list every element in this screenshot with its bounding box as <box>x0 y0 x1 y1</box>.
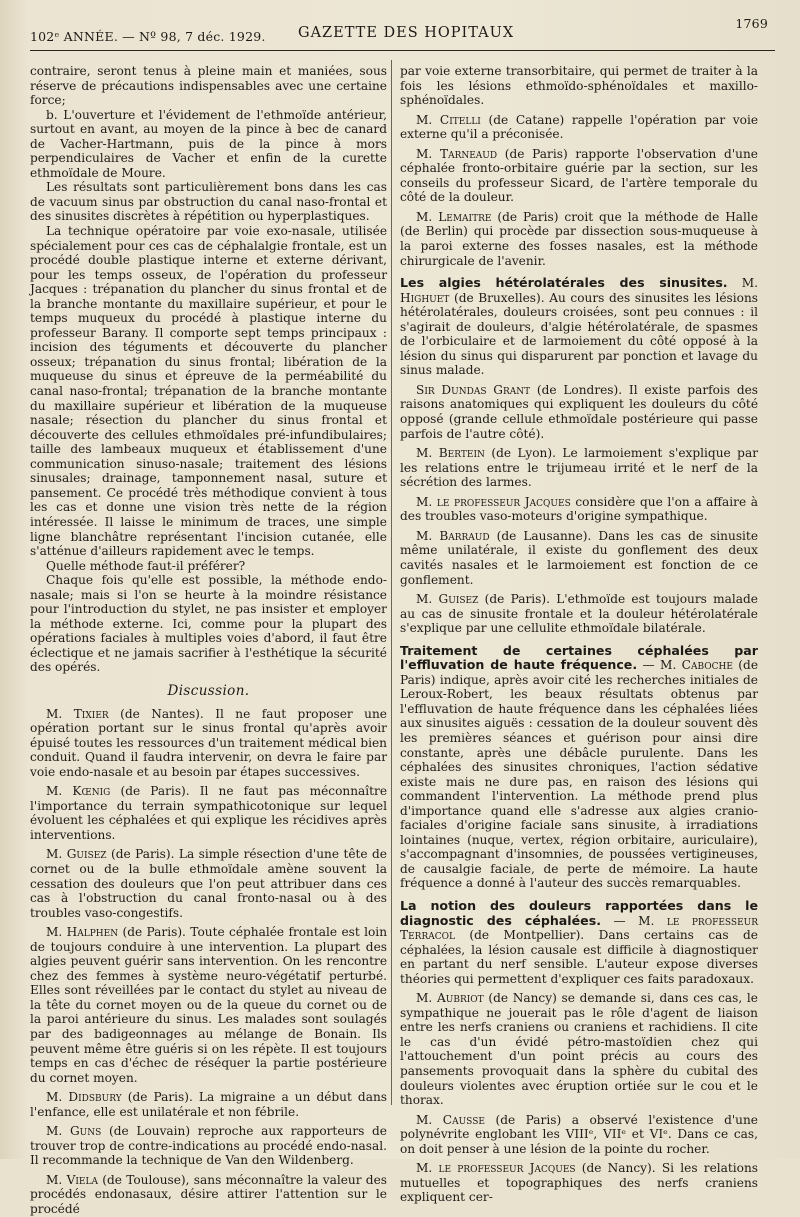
paragraph: b. L'ouverture et l'évidement de l'ethmoïde antérieur, surtout en avant, au moyen de la pince à bec de canard de Vacher-Hartmann, puis de la pince à mors perpendiculaires de Vacher et enfin de la curette ethmoïdale de Moure. <box>30 107 387 180</box>
speaker-name: M. Viela <box>46 1172 98 1187</box>
discussion-entry <box>400 210 758 268</box>
paragraph: par voie externe transorbitaire, qui permet de traiter à la fois les lésions ethmoïdo-sphénoïdales et maxillo-sphénoïdales. <box>400 64 758 108</box>
speaker-name: M. Didsbury <box>46 1090 122 1105</box>
entry-text: (de Bruxelles). Au cours des sinusites les lésions hétérolatérales, douleurs croisées, sont peu connues : il s'agirait de douleurs, d'algie hétérolatérale, de spasmes de l'orbiculaire et de larmoiement du côté opposé à la lésion du sinus qui disparurent par ponction et lavage du sinus malade. <box>400 290 758 378</box>
issue-info: 102ᵉ ANNÉE. — Nº 98, 7 déc. 1929. <box>30 29 266 44</box>
section-algies <box>400 276 758 378</box>
entry-text: (de Lausanne). Dans les cas de sinusite même unilatérale, il existe du gonflement des deux cavités nasales et le larmoiement est fonction de ce gonflement. <box>400 528 758 587</box>
entry-text: (de Paris). La migraine a un début dans l'enfance, elle est unilatérale et non fébrile. <box>30 1090 387 1119</box>
speaker-name: M. Guns <box>46 1124 102 1139</box>
discussion-entry <box>400 592 758 636</box>
section-douleurs-rapportees <box>400 899 758 986</box>
entry-text: (de Nancy). Si les relations mutuelles et topographiques des nerfs craniens expliquent cer- <box>400 1161 758 1205</box>
section-haute-frequence <box>400 644 758 891</box>
entry-text: (de Londres). Il existe parfois des raisons anatomiques qui expliquent les douleurs du côté opposé (grande cellule ethmoïdale postérieure qui passe parfois de l'autre côté). <box>400 382 759 441</box>
paragraph: Quelle méthode faut-il préférer? <box>46 558 246 573</box>
entry-text: (de Paris) croit que la méthode de Halle (de Berlin) qui procède par dissection sous-muqueuse à la paroi externe des fosses nasales, est la méthode chirurgicale de l'avenir. <box>400 209 758 268</box>
entry-text: (de Paris) rapporte l'observation d'une céphalée fronto-orbitaire guérie par la section, sur les conseils du professeur Sicard, de l'artère temporale du côté de la douleur. <box>400 146 758 205</box>
section-heading: La notion des douleurs rapportées dans le diagnostic des céphalées. <box>400 897 758 928</box>
speaker-name: — M. Caboche <box>637 658 733 673</box>
entry-text: (de Nantes). Il ne faut proposer une opération portant sur le sinus frontal qu'après avoir épuisé toutes les ressources d'un traitement médical bien conduit. Quand il faudra intervenir, on devra le faire par voie endo-nasale et au besoin par étapes successives. <box>30 706 387 779</box>
entry-text: (de Paris). Toute céphalée frontale est loin de toujours conduire à une intervention. La plupart des algies peuvent guérir sans intervention. On les rencontre chez des femmes à système neuro-végétatif perturbé. Elles sont réveillées par le contact du stylet au niveau de la tête du cornet moyen ou de la queue du cornet ou de la paroi antérieure du sinus. Les malades sont soulagés par des badigeonnages au mélange de Bonain. Ils peuvent même être guéris si on les répète. Il est toujours temps en cas d'échec de réséquer la partie postérieure du cornet moyen. <box>30 925 388 1085</box>
speaker-name: M. le professeur Jacques <box>416 494 571 509</box>
speaker-name: M. Kœnig <box>46 784 111 799</box>
entry-text: (de Catane) rappelle l'opération par voie externe qu'il a préconisée. <box>400 112 759 142</box>
column-divider <box>391 60 392 1105</box>
discussion-entry <box>30 1090 387 1119</box>
speaker-name: M. Highuet <box>400 276 758 305</box>
entry-text: (de Paris). L'ethmoïde est toujours malade au cas de sinusite frontale et la douleur hétérolatérale s'explique par une cellulite ethmoïdale bilatérale. <box>400 592 758 636</box>
discussion-entry <box>400 446 758 490</box>
section-heading: Les algies hétérolatérales des sinusites. <box>400 275 728 291</box>
discussion-heading: Discussion. <box>167 682 250 699</box>
page-header <box>30 16 770 48</box>
speaker-name: M. Halphen <box>46 925 119 940</box>
entry-text: (de Lyon). Le larmoiement s'explique par les relations entre le trijumeau irrité et le nerf de la sécrétion des larmes. <box>400 446 758 490</box>
discussion-entry <box>30 925 387 1085</box>
entry-text: (de Toulouse), sans méconnaître la valeur des procédés endonasaux, désire attirer l'attention sur le procédé <box>30 1172 387 1217</box>
entry-text: (de Paris). Il ne faut pas méconnaître l'importance du terrain sympathicotonique sur lequel évoluent les céphalées et qui explique les récidives après interventions. <box>30 784 387 842</box>
discussion-entry <box>400 113 758 142</box>
paragraph: Les résultats sont particulièrement bons dans les cas de vacuum sinus par obstruction du canal naso-frontal et des sinusites discrètes à répétition ou hyperplastiques. <box>30 180 387 224</box>
speaker-name: M. Causse <box>416 1112 485 1127</box>
speaker-name: M. Barraud <box>416 528 490 543</box>
left-column <box>30 64 387 1217</box>
discussion-entry <box>30 784 387 842</box>
entry-text: (de Nancy) se demande si, dans ces cas, le sympathique ne jouerait pas le rôle d'agent de liaison entre les nerfs craniens ou craniens et rachidiens. Il cite le cas d'un évidé pétro-mastoïdien chez qui l'attouchement d'un point précis au cours des pansements provoquait dans la sphère du cubital des douleurs violentes avec éruption ortiée sur le cou et le thorax. <box>400 991 758 1108</box>
entry-text: (de Paris). La simple résection d'une tête de cornet ou de la bulle ethmoïdale amène souvent la cessation des douleurs que l'on peut attribuer dans ces cas à l'obstruction du canal fronto-nasal ou à des troubles vaso-congestifs. <box>30 847 387 920</box>
speaker-name: M. Guisez <box>46 847 107 862</box>
entry-text: (de Louvain) reproche aux rapporteurs de trouver trop de contre-indications au procédé endo-nasal. Il recommande la technique de Van den Wildenberg. <box>30 1124 387 1168</box>
discussion-entry <box>400 1113 758 1157</box>
discussion-entry <box>30 1173 387 1217</box>
entry-text: (de Montpellier). Dans certains cas de céphalées, la lésion causale est difficile à diagnostiquer en partant du nerf sensible. L'auteur expose diverses théories qui permettent d'expliquer ces faits paradoxaux. <box>400 928 758 986</box>
speaker-name: M. Citelli <box>416 112 481 127</box>
discussion-entry <box>30 1124 387 1168</box>
discussion-entry <box>400 991 758 1107</box>
discussion-entry <box>400 147 758 205</box>
discussion-entry <box>400 1161 758 1205</box>
speaker-name: M. Tixier <box>46 706 109 721</box>
speaker-name: — M. le professeur Terracol <box>400 913 758 943</box>
speaker-name: M. Tarneaud <box>416 146 498 161</box>
discussion-entry <box>30 847 387 920</box>
discussion-entry <box>400 495 758 524</box>
speaker-name: M. Lemaitre <box>416 209 492 224</box>
entry-text: (de Paris) a observé l'existence d'une polynévrite englobant les VIIIᵉ, VIIᵉ et VIᵉ. Dans ce cas, on doit penser à une lésion de la pointe du rocher. <box>400 1112 758 1156</box>
paragraph: Chaque fois qu'elle est possible, la méthode endo-nasale; mais si l'on se heurte à la moindre résistance pour l'introduction du stylet, ne pas insister et employer la méthode externe. Ici, comme pour la plupart des opérations faciales à multiples voies d'abord, il faut être éclectique et ne jamais sacrifier à l'esthétique la sécurité des opérés. <box>30 573 387 675</box>
speaker-name: Sir Dundas Grant <box>416 382 531 397</box>
section-heading: Traitement de certaines céphalées par l'effluvation de haute fréquence. <box>400 642 758 673</box>
paragraph: La technique opératoire par voie exo-nasale, utilisée spécialement pour ces cas de céphalalgie frontale, est un procédé double plastique interne et externe dérivant, pour les temps osseux, de l'opération du professeur Jacques : trépanation du plancher du sinus frontal et de la branche montante du maxillaire supérieur, et pour le temps muqueux du procédé à plastique interne du professeur Barany. Il comporte sept temps principaux : incision des téguments et découverte du plancher osseux; trépanation du sinus frontal; libération de la muqueuse du sinus et épreuve de la perméabilité du canal naso-frontal; trépanation de la branche montante du maxillaire supérieur et libération de la muqueuse nasale; résection du plancher du sinus frontal et découverte des cellules ethmoïdales pré-infundibulaires; taille des lambeaux muqueux et établissement d'une communication sinuso-nasale; traitement des lésions sinusales; drainage, tamponnement nasal, suture et pansement. Ce procédé très méthodique convient à tous les cas et donne une vision très nette de la région intéressée. Il laisse le minimum de traces, une simple ligne blanchâtre représentant l'incision cutanée, elle s'atténue d'ailleurs rapidement avec le temps. <box>30 224 387 559</box>
journal-title: GAZETTE DES HOPITAUX <box>298 25 515 41</box>
speaker-name: M. Bertein <box>416 446 485 461</box>
right-column <box>400 64 758 1205</box>
discussion-entry <box>400 383 758 441</box>
header-rule <box>30 50 775 51</box>
discussion-entry <box>30 707 387 780</box>
paragraph: contraire, seront tenus à pleine main et maniées, sous réserve de précautions indispensables avec une certaine force; <box>30 64 387 108</box>
entry-text: considère que l'on a affaire à des troubles vaso-moteurs d'origine sympathique. <box>400 494 759 524</box>
speaker-name: M. Guisez <box>416 592 479 607</box>
speaker-name: M. Aubriot <box>416 991 484 1006</box>
speaker-name: M. le professeur Jacques <box>416 1161 576 1176</box>
page-number: 1769 <box>735 16 768 31</box>
discussion-entry <box>400 529 758 587</box>
entry-text: (de Paris) indique, après avoir cité les recherches initiales de Leroux-Robert, les beaux résultats obtenus par l'effluvation de haute fréquence dans les céphalées liées aux sinusites aiguës : cessation de la douleur souvent dès les premières séances et guérison pour ainsi dire constante, après une débâcle purulente. Dans les céphalées des sinusites chroniques, l'action sédative existe mais ne dure pas, en raison des lésions qui commandent l'intervention. La méthode prend plus d'importance quand elle s'adresse aux algies cranio-faciales d'origine faciale sans sinusite, à irradiations lointaines (nuque, vertex, région orbitaire, auriculaire), s'accompagnant d'insomnies, de poussées vertigineuses, de causalgie faciale, de perte de mémoire. La haute fréquence a donné à l'auteur des succès remarquables. <box>400 658 758 891</box>
